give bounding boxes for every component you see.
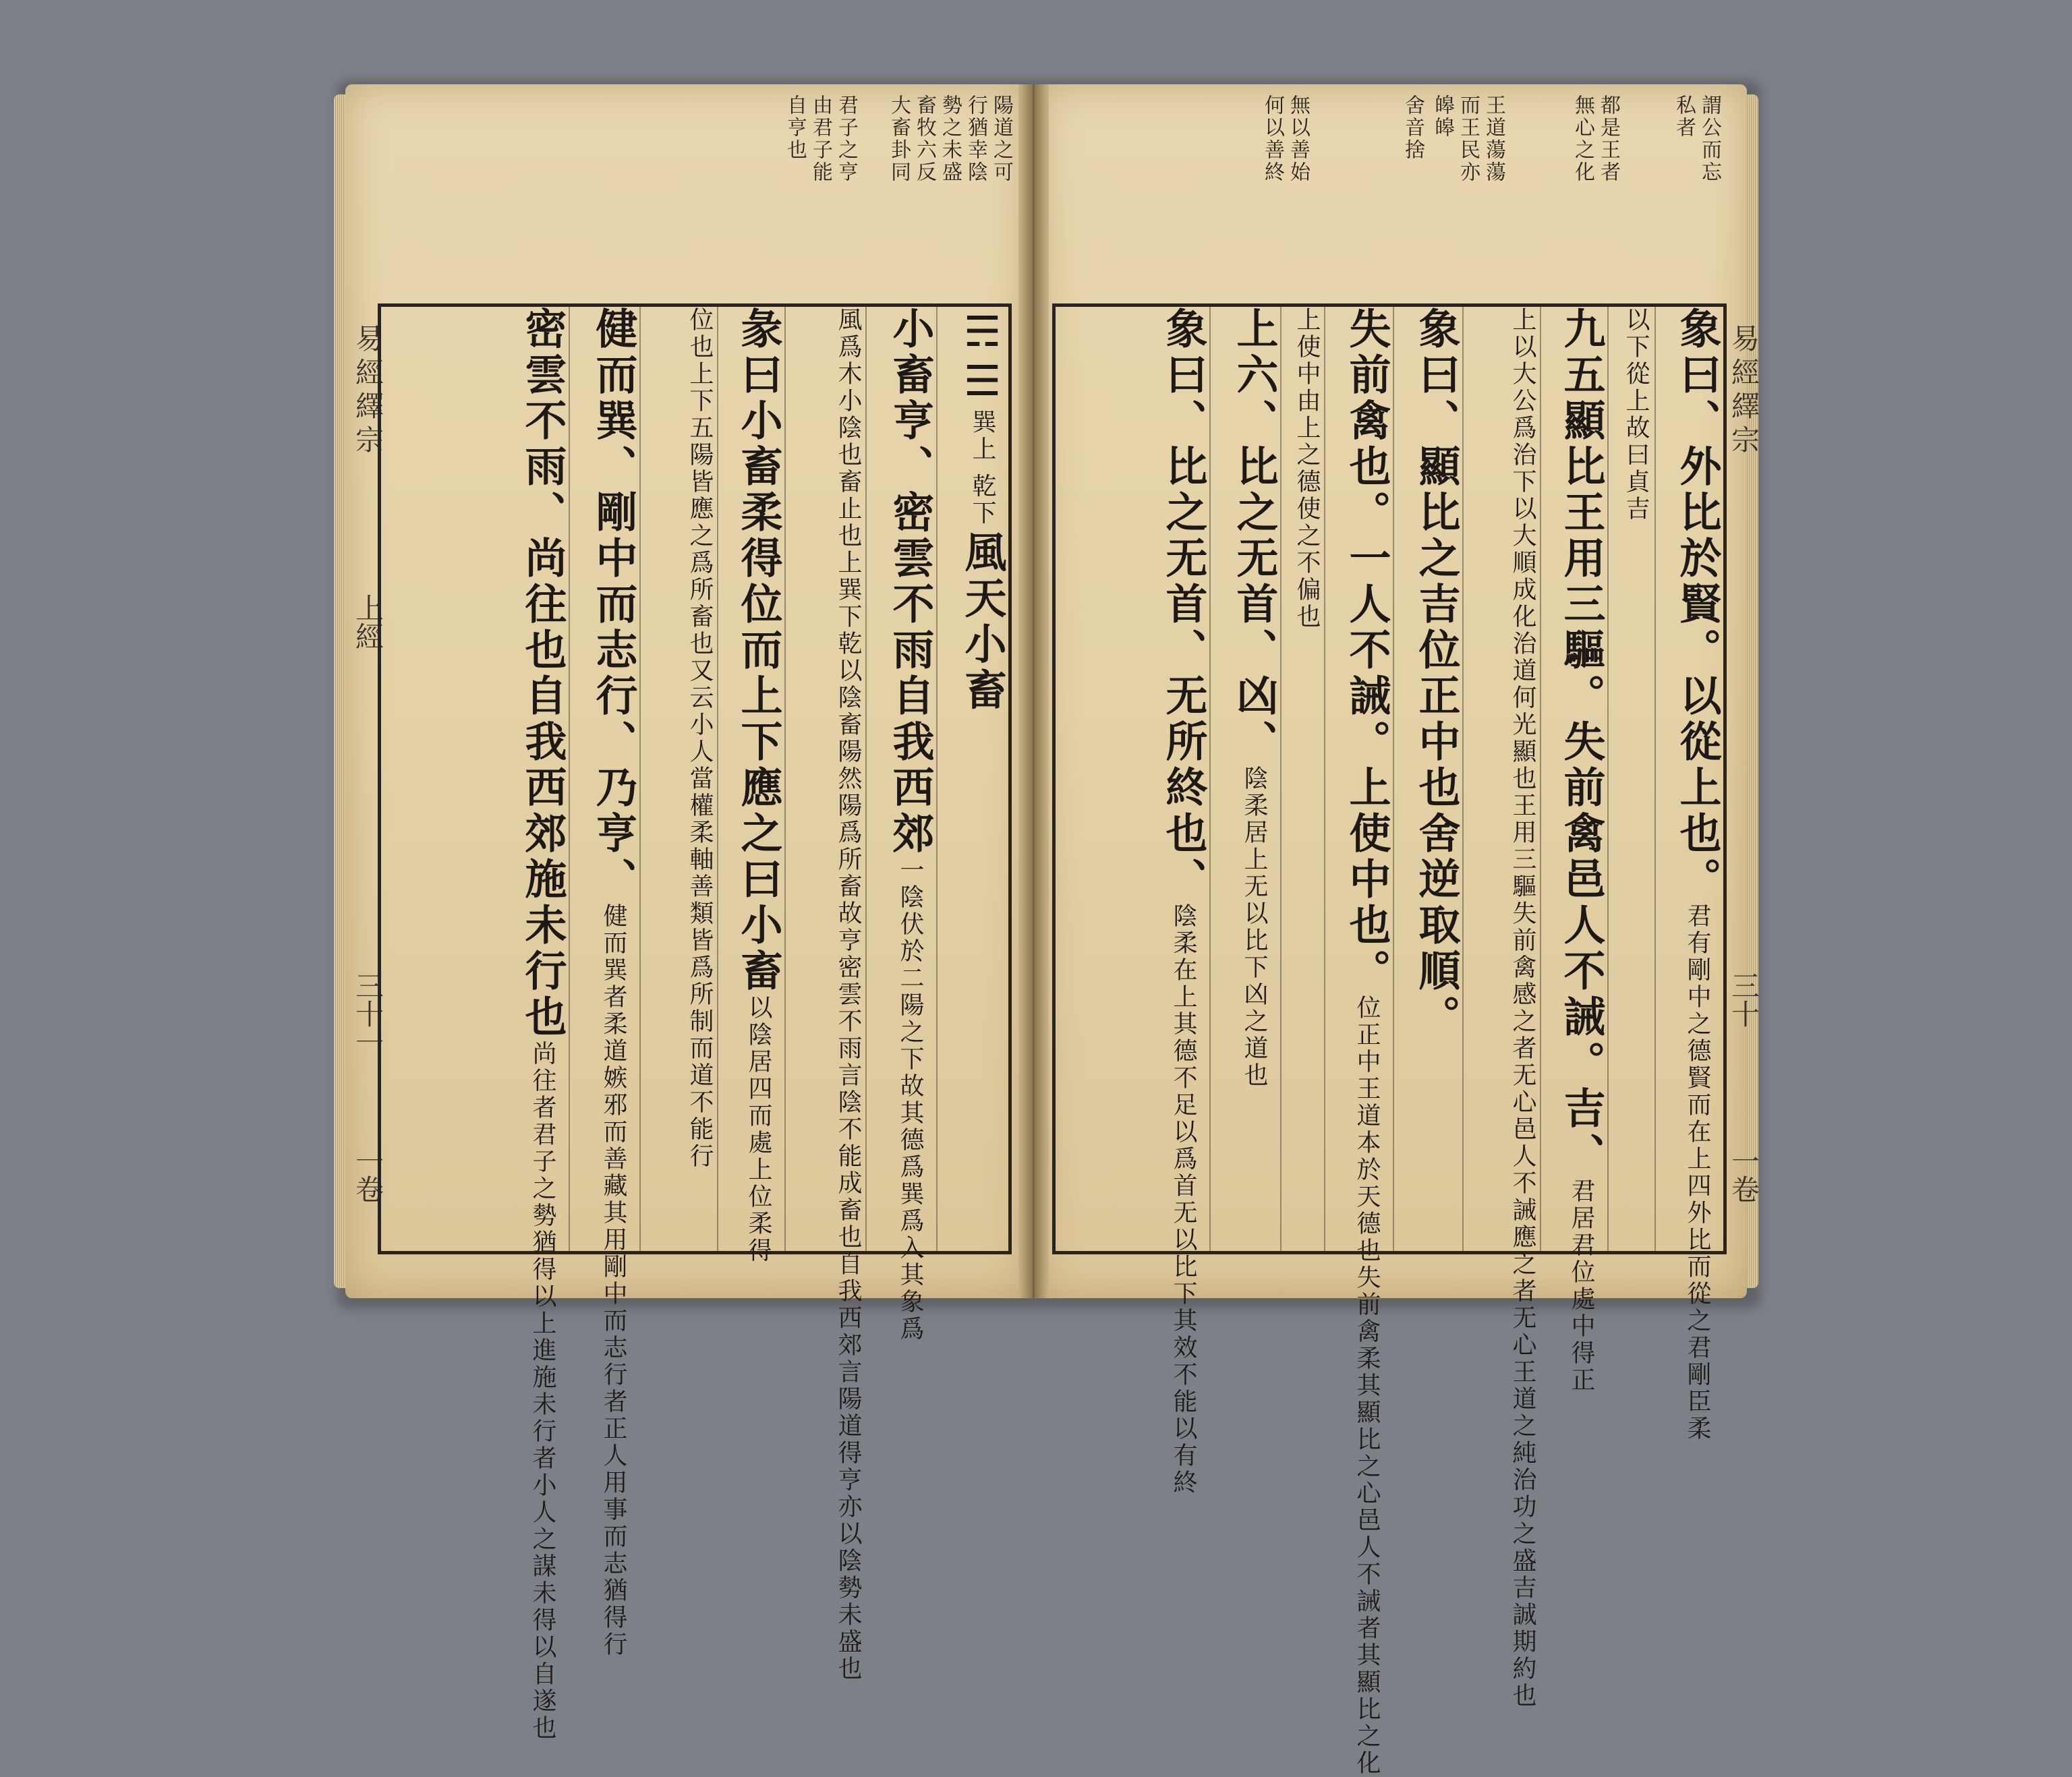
header-note: 皞皞 bbox=[1431, 94, 1454, 139]
right-juan: 一卷 bbox=[1727, 1146, 1760, 1203]
header-note: 畜牧六反 bbox=[913, 94, 936, 183]
header-note: 由君子能 bbox=[809, 94, 832, 183]
left-margin-title: 易經繹宗 bbox=[351, 324, 384, 459]
hexagram-trigrams: 巽上 乾下 bbox=[969, 409, 996, 527]
text-column: 彖曰小畜柔得位而上下應之曰小畜以陰居四而處上位柔得 bbox=[734, 307, 783, 1264]
header-note: 無心之化 bbox=[1571, 94, 1594, 183]
text-column: 上使中由上之德使之不偏也 bbox=[1293, 307, 1321, 631]
text-column: 位也上下五陽皆應之爲所畜也又云小人當權柔軸善類皆爲所制而道不能行 bbox=[686, 307, 714, 1170]
book-gutter bbox=[1018, 84, 1049, 1298]
left-text-frame bbox=[378, 303, 1012, 1742]
left-folio: 三十一 bbox=[351, 971, 384, 1056]
left-header-notes bbox=[364, 94, 1012, 297]
header-note: 而王民亦 bbox=[1456, 94, 1480, 183]
header-note: 舍音捨 bbox=[1401, 94, 1424, 161]
header-note: 君子之亨 bbox=[834, 94, 858, 183]
right-header-notes bbox=[1059, 94, 1720, 297]
right-folio: 三十 bbox=[1727, 971, 1760, 1028]
header-note: 陽道之可 bbox=[989, 94, 1013, 183]
header-note: 何以善終 bbox=[1261, 94, 1284, 183]
header-note: 自亨也 bbox=[783, 94, 807, 161]
text-column: 象曰、顯比之吉位正中也舍逆取順。 bbox=[1412, 307, 1461, 1041]
header-note: 勢之未盛 bbox=[938, 94, 962, 183]
right-margin-title: 易經繹宗 bbox=[1727, 324, 1760, 459]
text-column: 失前禽也。一人不誡。上使中也。位正中王道本於天德也失前禽柔其顯比之心邑人不誡者其顯比之化 bbox=[1342, 307, 1391, 1777]
hexagram-symbol: ☴☰ bbox=[958, 307, 1007, 405]
text-column: 小畜亨、密雲不雨自我西郊一陰伏於二陽之下故其德爲巽爲入其象爲 bbox=[886, 307, 935, 1343]
text-column: 象曰、外比於賢。以從上也。君有剛中之德賢而在上四外比而從之君剛臣柔 bbox=[1673, 307, 1722, 1443]
header-note: 行猶幸陰 bbox=[964, 94, 987, 183]
text-column: 以下從上故曰貞吉 bbox=[1622, 307, 1650, 523]
header-note: 都是王者 bbox=[1596, 94, 1620, 183]
header-note: 謂公而忘 bbox=[1698, 94, 1721, 183]
hexagram-column bbox=[942, 307, 1007, 1251]
left-section: 上經 bbox=[351, 593, 384, 650]
hexagram-name: 風天小畜 bbox=[958, 530, 1007, 714]
right-text-frame bbox=[1052, 303, 1727, 1777]
text-column: 風爲木小陰也畜止也上巽下乾以陰畜陽然陽爲所畜故亨密雲不雨言陰不能成畜也自我西郊言陽道得亨亦以陰勢未盛也 bbox=[834, 307, 862, 1683]
header-note: 私者 bbox=[1672, 94, 1696, 139]
header-note: 無以善始 bbox=[1286, 94, 1310, 183]
text-column: 上以大公爲治下以大順成化治道何光顯也王用三驅失前禽感之者无心邑人不誡應之者无心王道之純治功之盛吉誠期約也 bbox=[1509, 307, 1536, 1710]
header-note: 大畜卦同 bbox=[887, 94, 911, 183]
left-juan: 一卷 bbox=[351, 1146, 384, 1203]
text-column: 象曰、比之无首、无所終也、陰柔在上其德不足以爲首无以比下其效不能以有終 bbox=[1159, 307, 1208, 1496]
text-column: 上六、比之无首、凶、陰柔居上无以比下凶之道也 bbox=[1230, 307, 1279, 1089]
text-column: 密雲不雨、尚往也自我西郊施未行也尚往者君子之勢猶得以上進施未行者小人之謀未得以自遂也 bbox=[518, 307, 567, 1742]
text-column: 九五顯比王用三驅。失前禽邑人不誡。吉、君居君位處中得正 bbox=[1557, 307, 1606, 1394]
header-note: 王道蕩蕩 bbox=[1482, 94, 1505, 183]
text-column: 健而巽、剛中而志行、乃亨、健而巽者柔道嫉邪而善藏其用剛中而志行者正人用事而志猶得行 bbox=[589, 307, 638, 1658]
